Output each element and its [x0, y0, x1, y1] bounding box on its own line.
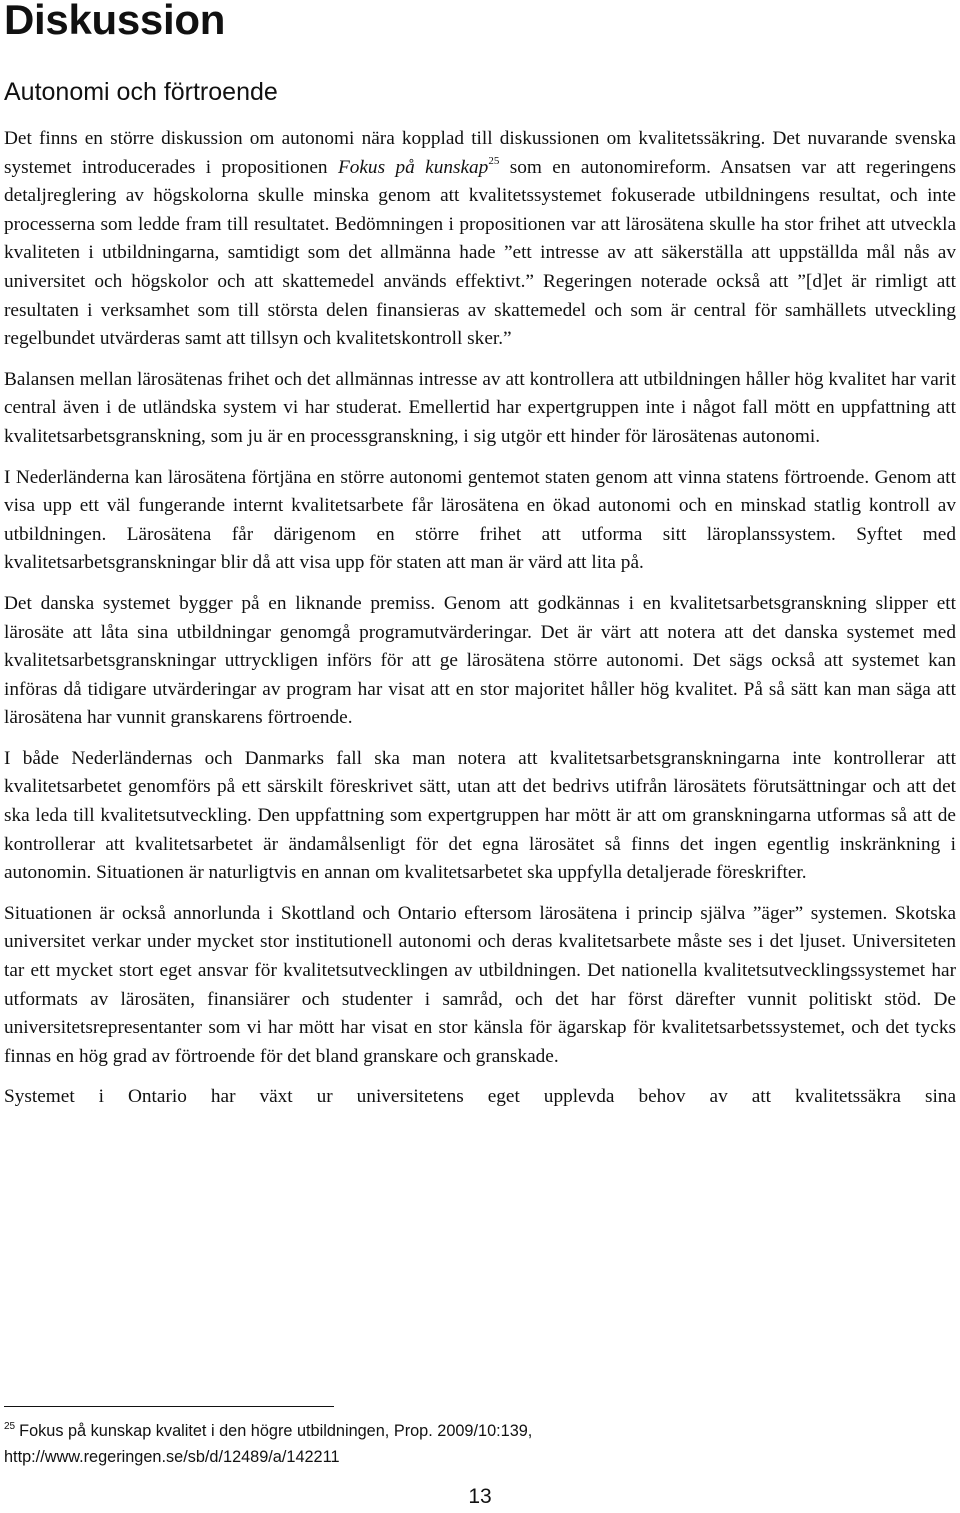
footnote: [4, 1418, 934, 1470]
page-number: 13: [468, 1485, 492, 1508]
paragraph-6: Situationen är också annorlunda i Skottland och Ontario eftersom lärosätena i princip själva ”äger” systemen. Skotska universitet verkar under mycket stor institutionell autonomi och deras kvalitetsarbete måste ses i det ljuset. Universiteten tar ett mycket stort eget ansvar för kvalitetsutvecklingen av utbildningen. Det nationella kvalitetsutvecklingssystemet har utformats av lärosäten, finansiärer och studenter i samråd, och det har först därefter vunnit politiskt stöd. De universitetsrepresentanter som vi har mött har visat en stor känsla för ägarskap för kvalitetsarbetssystemet, och det tycks finnas en hög grad av förtroende för det bland granskare och granskade.: [4, 902, 956, 1067]
section-heading: Autonomi och förtroende: [4, 78, 278, 106]
publication-title: Fokus på kunskap: [337, 156, 489, 178]
paragraph-7: Systemet i Ontario har växt ur universitetens eget upplevda behov av att kvalitetssäkra sina: [4, 1086, 956, 1108]
body-text: [4, 125, 956, 1112]
paragraph-5: I både Nederländernas och Danmarks fall ska man notera att kvalitetsarbetsgranskningarna inte kontrollerar att kvalitetsarbetet genomförs på ett särskilt föreskrivet sätt, utan att det bedrivs utifrån lärosätets förutsättningar och att det ska leda till kvalitetsutveckling. Den uppfattning som expertgruppen har mött är att om granskningarna utformas så att de kontrollerar att kvalitetsarbetet är ändamålsenligt för det egna lärosätet så finns det ingen egentlig inskränkning i autonomin. Situationen är naturligtvis en annan om kvalitetsarbetet ska uppfylla detaljerade föreskrifter.: [4, 747, 956, 884]
paragraph-1-text-a: Det finns en större diskussion om autonomi nära kopplad till diskussionen om kvalitetssäkring. Det nuvarande svenska systemet introducerades i propositionen: [4, 128, 956, 178]
footnote-reference[interactable]: 25: [488, 154, 500, 167]
footnote-url[interactable]: http://www.regeringen.se/sb/d/12489/a/142211: [4, 1448, 340, 1466]
page-heading: Diskussion: [4, 0, 226, 43]
paragraph-1: [4, 125, 956, 354]
footnote-separator: [4, 1406, 334, 1407]
paragraph-4: Det danska systemet bygger på en liknande premiss. Genom att godkännas i en kvalitetsarbetsgranskning slipper ett lärosäte att låta sina utbildningar genomgå programutvärderingar. Det är värt att notera att det danska systemet med kvalitetsarbetsgranskningar uttryckligen införs för att ge lärosätena större autonomi. Det sägs också att systemet kan införas då tidigare utvärderingar av program har visat att en stor majoritet håller hög kvalitet. På så sätt kan man säga att lärosätena har vunnit granskarens förtroende.: [4, 592, 956, 729]
paragraph-3: I Nederländerna kan lärosätena förtjäna en större autonomi gentemot staten genom att vinna statens förtroende. Genom att visa upp ett väl fungerande internt kvalitetsarbete får lärosätena en ökad autonomi och en minskad statlig kontroll av utbildningen. Lärosätena får därigenom en större frihet att utforma sitt läroplanssystem. Syftet med kvalitetsarbetsgranskningar blir då att visa upp för staten att man är värd att lita på.: [4, 466, 956, 574]
footnote-number: 25: [4, 1421, 16, 1432]
paragraph-1-text-b: som en autonomireform. Ansatsen var att regeringens detaljreglering av högskolorna skulle minska genom att kvalitetssystemet fokuserade utbildningens resultat, och inte processerna som ledde fram till resultatet. Bedömningen i propositionen var att lärosätena skulle ha stor frihet att utveckla kvaliteten i utbildningarna, samtidigt som det allmänna hade ”ett intresse av att säkerställa att uppställda mål nås av universitet och högskolor och att skattemedel används effektivt.” Regeringen noterade också att ”[d]et är rimligt att resultaten i verksamhet som till största delen finansieras av skattemedel och som är central för samhällets utveckling regelbundet utvärderas samt att tillsyn och kvalitetskontroll sker.”: [4, 156, 956, 350]
paragraph-2: Balansen mellan lärosätenas frihet och det allmännas intresse av att kontrollera att utbildningen håller hög kvalitet har varit central även i de utländska system vi har studerat. Emellertid har expertgruppen inte i något fall mött en uppfattning att kvalitetsarbetsgranskning, som ju är en processgranskning, i sig utgör ett hinder för lärosätenas autonomi.: [4, 368, 956, 447]
footnote-line-1: [4, 1418, 934, 1444]
footnote-citation: Fokus på kunskap kvalitet i den högre utbildningen, Prop. 2009/10:139,: [19, 1422, 533, 1440]
